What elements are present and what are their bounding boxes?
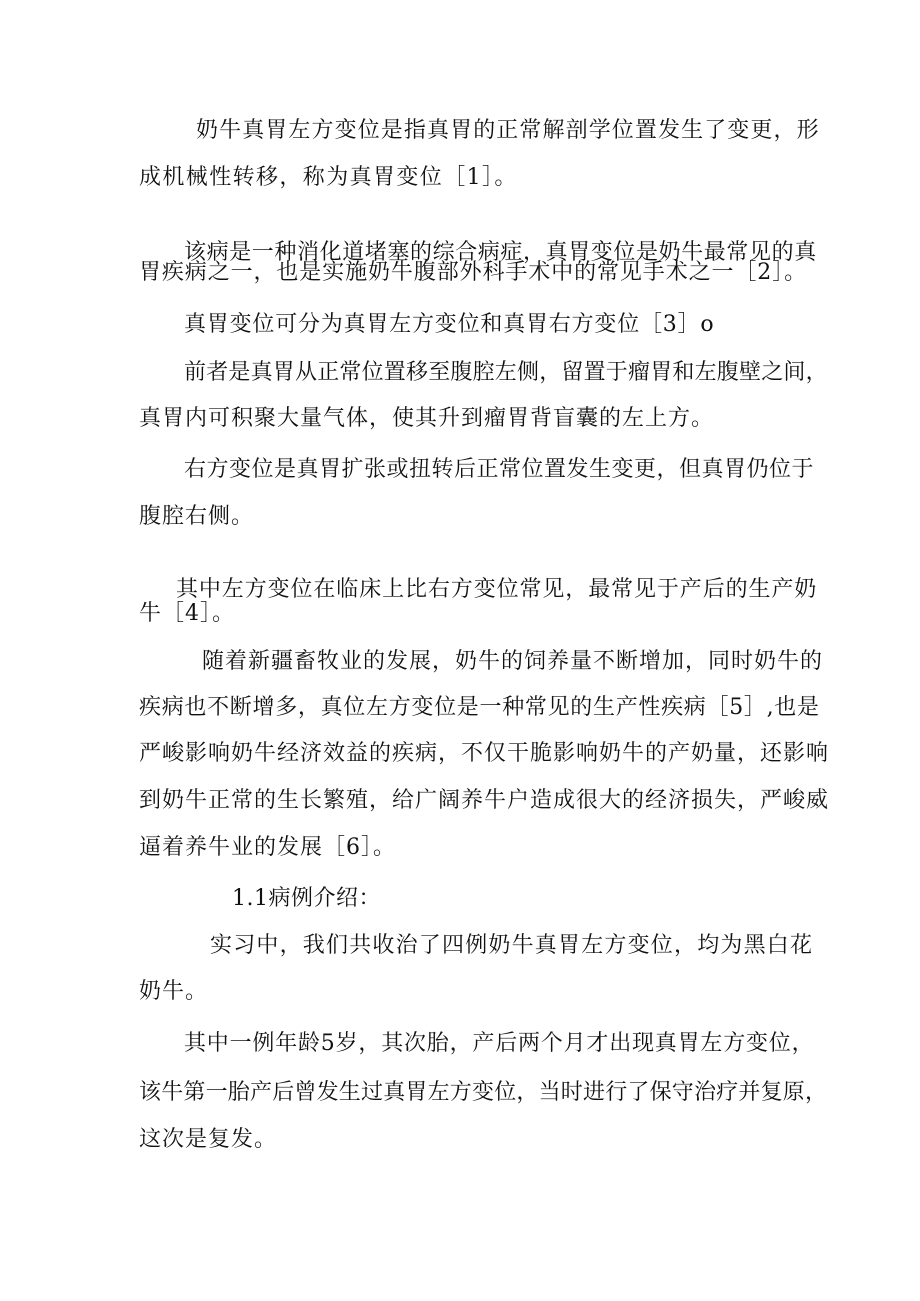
paragraph-line: 该牛第一胎产后曾发生过真胃左方变位，当时进行了保守治疗并复原， <box>139 1080 828 1105</box>
paragraph-line: 严峻影响奶牛经济效益的疾病，不仅干脆影响奶牛的产奶量，还影响 <box>139 741 830 766</box>
paragraph-line: 牛［4］。 <box>139 601 235 626</box>
paragraph-line: 奶牛真胃左方变位是指真胃的正常解剖学位置发生了变更，形 <box>196 118 820 143</box>
paragraph-line: 到奶牛正常的生长繁殖，给广阔养牛户造成很大的经济损失，严峻威 <box>139 788 830 813</box>
paragraph-line: 随着新疆畜牧业的发展，奶牛的饲养量不断增加，同时奶牛的 <box>202 649 824 674</box>
paragraph-line: 奶牛。 <box>139 979 209 1004</box>
paragraph-line: 真胃内可积聚大量气体，使其升到瘤胃背盲囊的左上方。 <box>139 406 715 431</box>
paragraph-line: 前者是真胃从正常位置移至腹腔左侧，留置于瘤胃和左腹壁之间， <box>184 360 828 385</box>
paragraph-line: 这次是复发。 <box>139 1127 278 1152</box>
paragraph-line: 该病是一种消化道堵塞的综合病症，真胃变位是奶牛最常见的真 <box>184 240 817 265</box>
paragraph-line: 右方变位是真胃扩张或扭转后正常位置发生变更，但真胃仍位于 <box>184 457 815 482</box>
paragraph-line: 实习中，我们共收治了四例奶牛真胃左方变位，均为黑白花 <box>210 933 814 958</box>
paragraph-line: 逼着养牛业的发展［6］。 <box>139 835 396 860</box>
paragraph-line: 其中一例年龄5岁，其次胎，产后两个月才出现真胃左方变位， <box>184 1031 815 1056</box>
paragraph-line: 其中左方变位在临床上比右方变位常见，最常见于产后的生产奶 <box>176 577 818 602</box>
paragraph-line: 疾病也不断增多，真位左方变位是一种常见的生产性疾病［5］,也是 <box>139 695 820 720</box>
paragraph-line: 真胃变位可分为真胃左方变位和真胃右方变位［3］o <box>184 312 715 337</box>
paragraph-line: 成机械性转移，称为真胃变位［1］。 <box>139 165 518 190</box>
paragraph-line: 胃疾病之一，也是实施奶牛腹部外科手术中的常见手术之一［2］。 <box>139 260 807 285</box>
section-heading: 1.1病例介绍： <box>232 886 381 911</box>
paragraph-line: 腹腔右侧。 <box>139 504 255 529</box>
